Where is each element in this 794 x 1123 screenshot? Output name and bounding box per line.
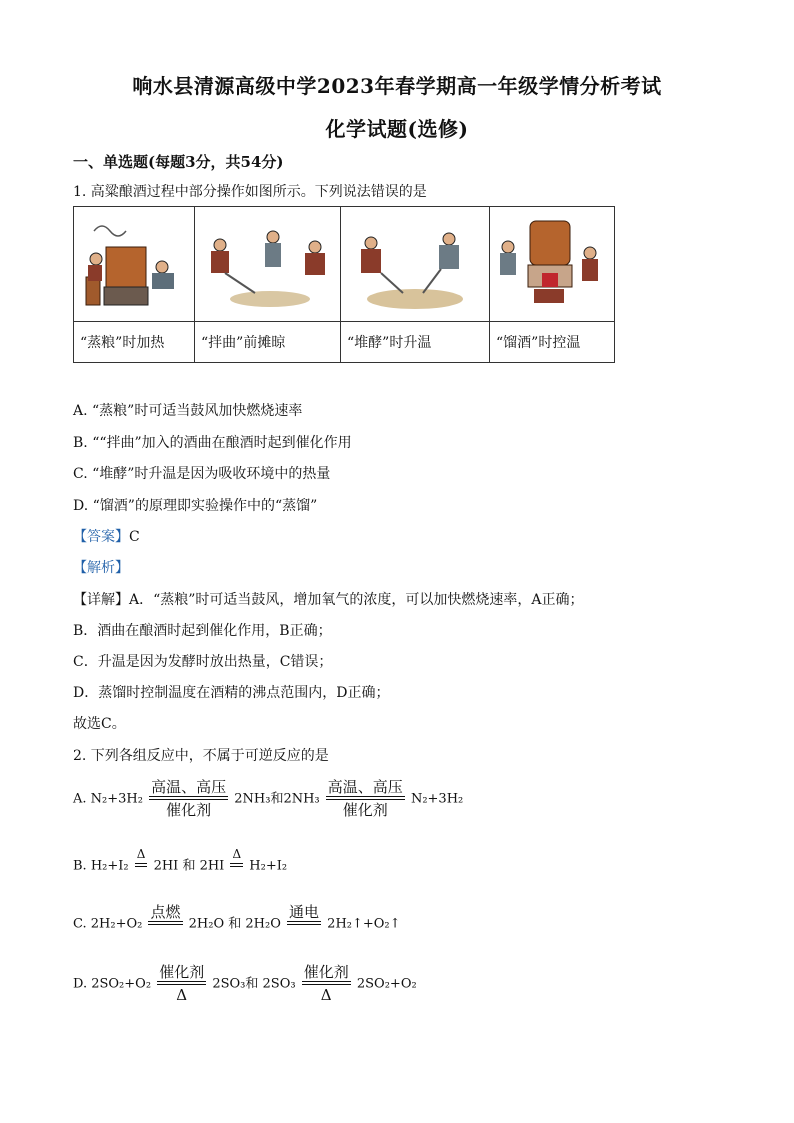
q2-option-c: C. 2H₂+O₂ 点燃 2H₂O 和 2H₂O 通电 2H₂↑+O₂↑ (73, 903, 401, 945)
detail-conclusion: 故选C。 (73, 716, 126, 732)
analysis-line (73, 559, 129, 577)
q2-option-d: D. 2SO₂+O₂ $\frac{\text{催化剂}}{\Delta}$ 2SO₃和 2SO₃ $\frac{\text{催化剂}}{\Delta}$ 2SO₂+O₂ (73, 963, 417, 1004)
fermenting-illustration (341, 207, 489, 321)
reaction-condition: 通电 (287, 903, 321, 945)
answer-line (73, 528, 140, 546)
image-steaming (74, 207, 195, 322)
caption-mixing: “拌曲”前摊晾 (195, 322, 341, 363)
reaction-condition: 点燃 (148, 903, 182, 945)
steaming-illustration (74, 207, 194, 321)
q2-option-b: B. H₂+I₂ Δ 2HI 和 2HI Δ H₂+I₂ (73, 845, 287, 887)
question-2-stem: 2. 下列各组反应中，不属于可逆反应的是 (73, 748, 329, 764)
caption-fermenting: “堆酵”时升温 (341, 322, 490, 363)
image-mixing (195, 207, 341, 322)
reaction-condition: Δ (230, 845, 243, 887)
process-illustration-table (73, 206, 615, 363)
detail-line-a: 【详解】A．“蒸粮”时可适当鼓风，增加氧气的浓度，可以加快燃烧速率，A正确； (73, 592, 584, 608)
detail-tag: 【详解】 (73, 592, 129, 608)
distilling-illustration (490, 207, 614, 321)
detail-line-c: C．升温是因为发酵时放出热量，C错误； (73, 654, 333, 670)
detail-line-d: D．蒸馏时控制温度在酒精的沸点范围内，D正确； (73, 685, 390, 701)
answer-tag: 【答案】 (73, 529, 129, 545)
q1-option-c: C. “堆酵”时升温是因为吸收环境中的热量 (73, 466, 331, 482)
image-fermenting (341, 207, 490, 322)
page-subtitle: 化学试题(选修) (325, 117, 469, 141)
reaction-condition: $\frac{\text{高温、高压}}{\text{催化剂}}$ (151, 778, 227, 819)
q1-option-a: A. “蒸粮”时可适当鼓风加快燃烧速率 (73, 403, 303, 419)
caption-distilling: “馏酒”时控温 (490, 322, 615, 363)
answer-value: C (129, 529, 140, 545)
image-distilling (490, 207, 615, 322)
mixing-illustration (195, 207, 340, 321)
reaction-condition: $\frac{\text{催化剂}}{\Delta}$ (303, 963, 349, 1004)
reaction-condition: $\frac{\text{高温、高压}}{\text{催化剂}}$ (327, 778, 403, 819)
reaction-condition: Δ (135, 845, 148, 887)
q1-option-b: B. ““拌曲”加入的酒曲在酿酒时起到催化作用 (73, 435, 352, 451)
question-1-stem: 1. 高粱酿酒过程中部分操作如图所示。下列说法错误的是 (73, 184, 427, 200)
section-heading: 一、单选题(每题3分，共54分) (73, 153, 284, 171)
q2-option-a: A. N₂+3H₂ $\frac{\text{高温、高压}}{\text{催化剂}}$ 2NH₃和2NH₃ $\frac{\text{高温、高压}}{\text{催化剂}}$ N₂+3H₂ (73, 778, 464, 819)
detail-line-b: B．酒曲在酿酒时起到催化作用，B正确； (73, 623, 332, 639)
caption-steaming: “蒸粮”时加热 (74, 322, 195, 363)
reaction-condition: $\frac{\text{催化剂}}{\Delta}$ (159, 963, 205, 1004)
analysis-tag: 【解析】 (73, 560, 129, 576)
q1-option-d: D. “馏酒”的原理即实验操作中的“蒸馏” (73, 498, 318, 514)
page-title: 响水县清源高级中学2023年春学期高一年级学情分析考试 (132, 74, 662, 98)
